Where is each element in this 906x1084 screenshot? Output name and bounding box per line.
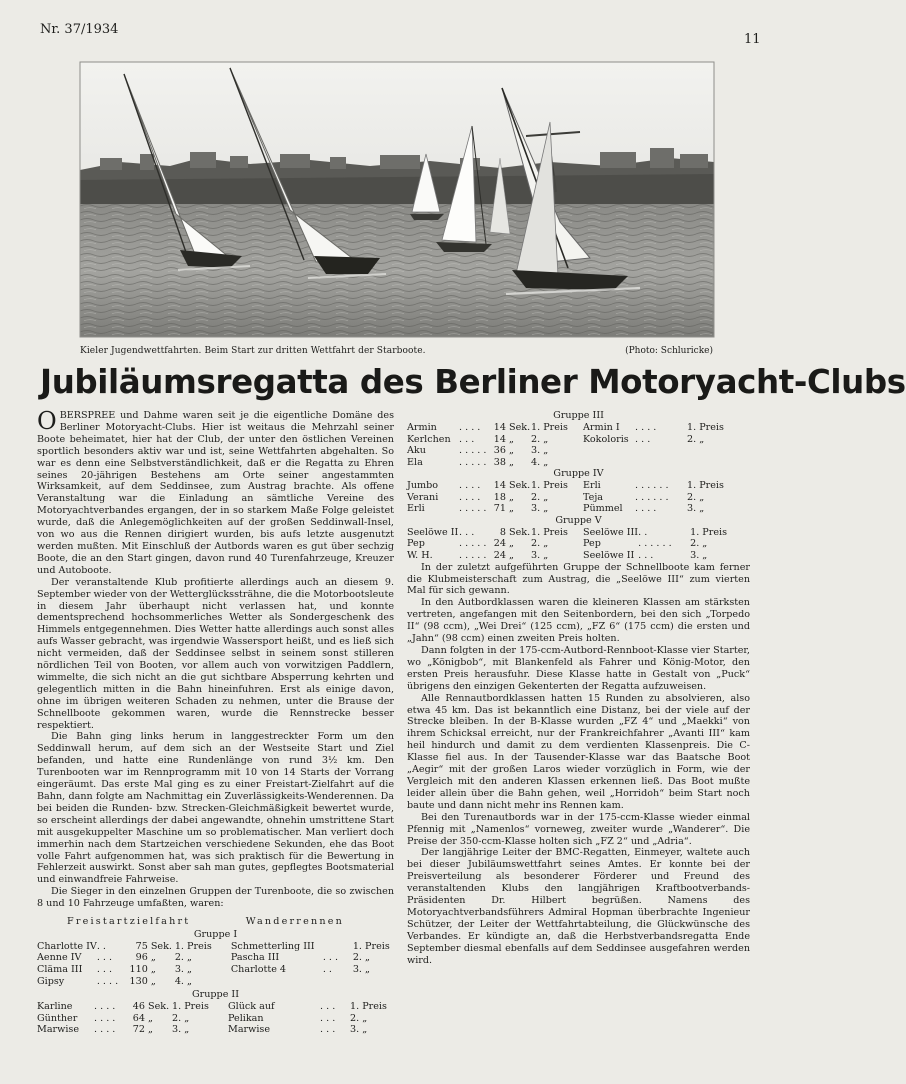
leader-dots: . . bbox=[638, 526, 648, 538]
table-row bbox=[37, 1024, 394, 1036]
unit: „ bbox=[509, 491, 514, 503]
leader-dots: . . . bbox=[320, 1024, 336, 1036]
unit: Sek. bbox=[509, 480, 531, 492]
boat-name: Gipsy bbox=[37, 975, 65, 987]
results-headings bbox=[37, 916, 394, 928]
prize: 3. „ bbox=[172, 1024, 190, 1036]
boat-name: Erli bbox=[407, 503, 425, 515]
prize: 2. „ bbox=[352, 952, 371, 964]
prize: 3. „ bbox=[352, 964, 371, 976]
boat-name: Glück auf bbox=[228, 1001, 275, 1013]
seconds-value: 8 bbox=[499, 526, 506, 538]
unit: „ bbox=[509, 456, 514, 468]
boat-name: Seelöwe II bbox=[407, 526, 459, 538]
paragraph: Alle Rennautbordklassen hatten 15 Runden zu absolvieren, also etwa 45 km. Das ist bekanntlich eine Distanz, bei der viele auf der Strecke bleiben. In der B-Klasse wurden „FZ 4“ und „Maekki“ von ihrem Schicksal erreicht, nur der Frankreichfahrer „Avanti III“ kam heil hindurch und damit zu dem verdienten Klassenpreis. Die C-Klasse fiel aus. In der Tausender-Klasse war das Baatsche Boot „Aegir“ mit der großen Laros wieder vorzüglich in Form, wie der Vergleich mit den anderen Klassen erkennen ließ. Das Boot mußte leider allein über die Bahn gehen, weil „Horridoh“ beim Start noch baute und dann nicht mehr ins Rennen kam. bbox=[407, 692, 750, 811]
prize: 3. „ bbox=[350, 1024, 368, 1036]
table-row bbox=[37, 941, 394, 953]
table-row bbox=[407, 503, 750, 515]
results-table bbox=[407, 480, 750, 515]
seconds-value: 24 bbox=[493, 538, 506, 550]
unit: „ bbox=[148, 1024, 153, 1036]
paragraph-text: BERSPREE und Dahme waren seit je die eigentliche Domäne des Berliner Motoryacht-Clubs. Hier ist weitaus die Mehrzahl seiner Boote beheimatet, hier hat der Club, der unter den östlichen Vereinen sportlich besonders aktiv war und ist, seine Wettfahrten abgehalten. So war es denn eine Selbstverständlichkeit, daß er die Regatta zu Ehren seines 20-jährigen Bestehens am Orte seiner angestammten Wirksamkeit, auf dem Seddinsee, zum Austrag brachte. Als offene Veranstaltung war die Einladung an sämtliche Vereine des Motoryachtverbandes ergangen, der in so starkem Maße Folge geleistet wurde, daß die Anlegemöglichkeiten auf der großen Seddinwall-Insel, von wo aus die Rennen dirigiert wurden, bis aufs letzte ausgenutzt werden mußten. Mit Einschluß der Autbords waren es gut über sechzig Boote, die an den Start gingen, davon rund 40 Turenfahrzeuge, Kreuzer und Autoboote. bbox=[37, 410, 394, 576]
sailboat-regatta-photo bbox=[80, 62, 714, 337]
prize: 3. „ bbox=[531, 445, 549, 457]
results-table bbox=[37, 1001, 394, 1036]
group-label: Gruppe I bbox=[193, 928, 238, 940]
boat-name: Armin bbox=[407, 421, 437, 433]
group-label: Gruppe V bbox=[555, 514, 602, 526]
heading-wenderennen: Wanderrennen bbox=[245, 916, 344, 928]
prize: 3. „ bbox=[687, 503, 705, 515]
prize: 2. „ bbox=[687, 491, 705, 503]
prize: 1. Preis bbox=[690, 526, 728, 538]
boat-name: Teja bbox=[583, 491, 604, 503]
results-group bbox=[37, 929, 394, 987]
unit: „ bbox=[150, 952, 156, 964]
boat-name: Kerlchen bbox=[407, 433, 451, 445]
leader-dots: . . . bbox=[320, 1012, 336, 1024]
boat-name: Charlotte 4 bbox=[230, 964, 287, 976]
paragraph: Bei den Turenautbords war in der 175-ccm-Klasse wieder einmal Pfennig mit „Namenlos“ vorneweg, zweiter wurde „Wanderer“. Die Preise der 350-ccm-Klasse holten sich „FZ 2“ und „Adria“. bbox=[407, 811, 750, 847]
leader-dots bbox=[635, 445, 687, 457]
prize: 3. „ bbox=[531, 503, 549, 515]
table-row bbox=[407, 538, 750, 550]
paragraph: Die Sieger in den einzelnen Gruppen der Turenboote, die so zwischen 8 und 10 Fahrzeuge umfaßten, waren: bbox=[37, 886, 394, 910]
drop-cap: O bbox=[37, 407, 57, 435]
leader-dots: . . . . bbox=[635, 503, 657, 515]
prize: 1. Preis bbox=[172, 1001, 209, 1013]
prize: 2. „ bbox=[350, 1012, 368, 1024]
prize: 1. Preis bbox=[531, 480, 568, 492]
article-title: Jubiläumsregatta des Berliner Motoryacht-Clubs bbox=[40, 363, 906, 401]
prize bbox=[687, 445, 750, 457]
group-label: Gruppe IV bbox=[553, 468, 604, 480]
leader-dots: . . . . . bbox=[459, 550, 487, 562]
article-right-column bbox=[407, 410, 750, 966]
results-group bbox=[37, 989, 394, 1036]
leader-dots: . . . . bbox=[635, 421, 657, 433]
page-number: 11 bbox=[744, 32, 761, 47]
table-row bbox=[407, 550, 750, 562]
boat-name: Ela bbox=[407, 456, 423, 468]
article-left-column bbox=[37, 407, 394, 1036]
unit: „ bbox=[509, 538, 514, 550]
boat-name bbox=[583, 445, 635, 457]
table-row bbox=[407, 445, 750, 457]
leader-dots bbox=[323, 976, 353, 988]
leader-dots bbox=[323, 941, 353, 953]
prize: 1. Preis bbox=[687, 421, 724, 433]
boat-name: Aku bbox=[407, 445, 426, 457]
prize: 1. Preis bbox=[352, 940, 390, 952]
boat-name: Erli bbox=[583, 480, 601, 492]
leader-dots: . . . bbox=[459, 526, 475, 538]
regatta-photo-illustration bbox=[80, 62, 714, 337]
seconds-value: 14 bbox=[493, 433, 506, 445]
heading-freistart: Freistartzielfahrt bbox=[67, 916, 191, 928]
boat-name: Charlotte IV bbox=[37, 940, 97, 952]
prize bbox=[687, 457, 750, 469]
results-group bbox=[407, 410, 750, 468]
prize: 1. Preis bbox=[531, 526, 568, 538]
issue-number: Nr. 37/1934 bbox=[40, 22, 119, 37]
seconds-value: 96 bbox=[135, 952, 148, 964]
prize: 1. Preis bbox=[174, 940, 212, 952]
seconds-value: 75 bbox=[135, 940, 148, 952]
boat-name: Verani bbox=[407, 491, 439, 503]
unit: „ bbox=[150, 975, 156, 987]
unit: „ bbox=[509, 445, 514, 457]
leader-dots: . . . bbox=[322, 952, 339, 964]
paragraph: In den Autbordklassen waren die kleineren Klassen am stärksten vertreten, angefangen mit den Seitenbordern, bei den sich „Torpedo II“ (98 ccm), „Wei Drei“ (125 ccm), „FZ 6“ (175 ccm) die ersten und „Jahn“ (98 ccm) einen zweiten Preis holten. bbox=[407, 597, 750, 645]
leader-dots: . . . bbox=[96, 952, 113, 964]
unit: Sek. bbox=[148, 1001, 170, 1013]
leader-dots: . . . . . . bbox=[638, 538, 672, 550]
table-row bbox=[407, 457, 750, 469]
leader-dots: . . . bbox=[635, 433, 651, 445]
leader-dots: . . . bbox=[459, 433, 475, 445]
results-group bbox=[407, 515, 750, 562]
leader-dots: . . . . bbox=[96, 975, 119, 987]
paragraph: Der veranstaltende Klub profitierte allerdings auch an diesem 9. September wieder von der Wetterglückssträhne, die die Motorbootsleute in diesem Jahr überhaupt nicht verlassen hat, und konnte dementsprechend hochsommerliches Wetter als Sondergeschenk des Himmels entgegennehmen. Dies Wetter hatte allerdings auch sonst alles aufs Wasser gebracht, was irgendwie Wassersport heißt, und es ließ sich nicht vermeiden, daß der Seddinsee selbst in seinem sonst stilleren nördlichen Teil von Booten, vor allem auch von vorwitzigen Paddlern, wimmelte, die sich nicht an die gut sichtbare Absperrung kehrten und gelegentlich mitten in die Bahn hineinfuhren. Erst als einige davon, ohne im übrigen weiteren Schaden zu nehmen, unter die Brause der Schnellboote gekommen waren, wurde die Rennstrecke besser respektiert. bbox=[37, 576, 394, 731]
unit: Sek. bbox=[150, 940, 172, 952]
leader-dots: . . . bbox=[320, 1001, 336, 1013]
seconds-value: 72 bbox=[132, 1024, 145, 1036]
unit: „ bbox=[148, 1012, 153, 1024]
group-label: Gruppe III bbox=[553, 410, 604, 421]
unit: „ bbox=[509, 433, 514, 445]
seconds-value: 36 bbox=[493, 445, 506, 457]
prize: 1. Preis bbox=[350, 1001, 387, 1013]
boat-name: Pelikan bbox=[228, 1012, 264, 1024]
boat-name: Pep bbox=[583, 538, 601, 550]
prize bbox=[353, 976, 394, 988]
prize: 2. „ bbox=[687, 433, 705, 445]
seconds-value: 71 bbox=[493, 503, 506, 515]
leader-dots bbox=[635, 457, 687, 469]
boat-name: Pümmel bbox=[583, 503, 623, 515]
table-row bbox=[407, 492, 750, 504]
seconds-value: 24 bbox=[493, 550, 506, 562]
boat-name: Cläma III bbox=[37, 964, 83, 976]
results-table bbox=[407, 527, 750, 562]
prize: 3. „ bbox=[174, 964, 193, 976]
boat-name: Karline bbox=[37, 1001, 73, 1013]
boat-name: Jumbo bbox=[407, 480, 439, 492]
leader-dots: . . . . bbox=[459, 480, 481, 492]
boat-name: Seelöwe II bbox=[583, 550, 635, 562]
prize: 2. „ bbox=[174, 952, 193, 964]
boat-name: Kokoloris bbox=[583, 433, 629, 445]
boat-name: Aenne IV bbox=[37, 952, 82, 964]
table-row bbox=[37, 1013, 394, 1025]
seconds-value: 110 bbox=[129, 964, 148, 976]
table-row bbox=[407, 434, 750, 446]
paragraph: Die Bahn ging links herum in langgestreckter Form um den Seddinwall herum, auf dem sich an der Westseite Start und Ziel befanden, und hatte eine Rundenlänge von rund 3½ km. Den Turenbooten war im Rennprogramm mit 10 von 14 Starts der Vorrang eingeräumt. Das erste Mal ging es zu einer Freistart-Zielfahrt auf die Bahn, dann folgte am Nachmittag ein Zuverlässigkeits-Wenderennen. Da bei beiden die Runden- bzw. Strecken-Gleichmäßigkeit bewertet wurde, so erscheint allerdings der dabei angewandte, ohnehin umstrittene Start mit ausgekuppelter Maschine um so problematischer. Man verliert doch immerhin nach dem Startzeichen verschiedene Sekunden, ehe das Boot volle Fahrt aufgenommen hat, was sich praktisch für die Bewertung in Fehlerzeit auswirkt. Sonst aber sah man gutes, gepflegtes Bootsmaterial und einwandfreie Fahrweise. bbox=[37, 731, 394, 886]
table-row bbox=[37, 964, 394, 976]
prize: 3. „ bbox=[531, 550, 549, 562]
boat-name: Pascha III bbox=[230, 952, 280, 964]
table-row bbox=[37, 976, 394, 988]
table-row bbox=[37, 952, 394, 964]
results-group bbox=[407, 468, 750, 515]
prize: 2. „ bbox=[172, 1012, 190, 1024]
leader-dots: . . bbox=[322, 964, 332, 976]
unit: „ bbox=[509, 550, 514, 562]
unit: „ bbox=[150, 964, 156, 976]
photo-caption: Kieler Jugendwettfahrten. Beim Start zur dritten Wettfahrt der Starboote. bbox=[80, 346, 426, 356]
unit: Sek. bbox=[509, 421, 531, 433]
paragraph: Dann folgten in der 175-ccm-Autbord-Rennboot-Klasse vier Starter, wo „Königbob“, mit Blankenfeld als Fahrer und König-Motor, den ersten Preis herausfuhr. Diese Klasse hatte in Gestalt von „Puck“ übrigens den einzigen Gekenterten der Regatta aufzuweisen. bbox=[407, 645, 750, 692]
boat-name: Armin I bbox=[583, 421, 620, 433]
leader-dots: . . . . . . bbox=[635, 480, 669, 492]
table-row bbox=[407, 422, 750, 434]
table-row bbox=[407, 527, 750, 539]
paragraph: In der zuletzt aufgeführten Gruppe der Schnellboote kam ferner die Klubmeisterschaft zum Austrag, die „Seelöwe III“ zum vierten Mal für sich gewann. bbox=[407, 561, 750, 597]
prize: 4. „ bbox=[174, 975, 193, 987]
boat-name: Günther bbox=[37, 1012, 78, 1024]
leader-dots: . . . . . bbox=[459, 503, 487, 515]
seconds-value: 14 bbox=[493, 480, 506, 492]
leader-dots: . . . . bbox=[94, 1012, 116, 1024]
seconds-value: 130 bbox=[129, 975, 148, 987]
seconds-value: 14 bbox=[493, 421, 506, 433]
seconds-value: 64 bbox=[132, 1012, 145, 1024]
prize: 2. „ bbox=[531, 491, 549, 503]
leader-dots: . . . . bbox=[94, 1001, 116, 1013]
prize: 3. „ bbox=[690, 550, 708, 562]
leader-dots: . . . . bbox=[459, 421, 481, 433]
prize: 4. „ bbox=[531, 456, 549, 468]
prize: 2. „ bbox=[531, 538, 549, 550]
prize: 1. Preis bbox=[531, 421, 568, 433]
leader-dots: . . bbox=[96, 940, 106, 952]
prize: 1. Preis bbox=[687, 480, 724, 492]
leader-dots: . . . . . bbox=[459, 456, 487, 468]
boat-name: Marwise bbox=[37, 1024, 80, 1036]
group-label: Gruppe II bbox=[191, 989, 240, 1001]
seconds-value: 46 bbox=[132, 1001, 145, 1013]
unit: „ bbox=[509, 503, 514, 515]
boat-name bbox=[231, 976, 323, 988]
leader-dots: . . . . bbox=[459, 491, 481, 503]
photo-credit: (Photo: Schluricke) bbox=[625, 346, 713, 356]
prize: 2. „ bbox=[531, 433, 549, 445]
boat-name: Schmetterling III bbox=[230, 940, 315, 952]
leader-dots: . . . . . . bbox=[635, 491, 669, 503]
results-table bbox=[37, 941, 394, 987]
paragraph bbox=[37, 407, 394, 577]
boat-name bbox=[583, 457, 635, 469]
boat-name: Seelöwe III bbox=[583, 526, 639, 538]
boat-name: Marwise bbox=[228, 1024, 271, 1036]
leader-dots: . . . . . bbox=[459, 445, 487, 457]
unit: Sek. bbox=[509, 526, 531, 538]
leader-dots: . . . . bbox=[94, 1024, 116, 1036]
table-row bbox=[407, 480, 750, 492]
prize: 2. „ bbox=[690, 538, 708, 550]
table-row bbox=[37, 1001, 394, 1013]
leader-dots: . . . bbox=[96, 964, 113, 976]
leader-dots: . . . bbox=[638, 550, 654, 562]
boat-name: W. H. bbox=[407, 550, 433, 562]
results-table bbox=[407, 422, 750, 468]
boat-name: Pep bbox=[407, 538, 425, 550]
leader-dots: . . . . . bbox=[459, 538, 487, 550]
seconds-value: 18 bbox=[493, 491, 506, 503]
seconds-value: 38 bbox=[493, 456, 506, 468]
paragraph: Der langjährige Leiter der BMC-Regatten, Einmeyer, waltete auch bei dieser Jubiläumswettfahrt seines Amtes. Er konnte bei der Preisverteilung als besonderer Förderer und Freund des veranstaltenden Klubs den langjährigen Kraftbootverbands-Präsidenten Dr. Hilbert begrüßen. Namens des Motoryachtverbandsführers Admiral Hopman überbrachte Ingenieur Schützer, der Leiter der Wettfahrtabteilung, die Glückwünsche des Verbandes. Er kündigte an, daß die Herbstverbandsregatta Ende September diesmal ebenfalls auf dem Seddinsee ausgefahren werden wird. bbox=[407, 847, 750, 966]
